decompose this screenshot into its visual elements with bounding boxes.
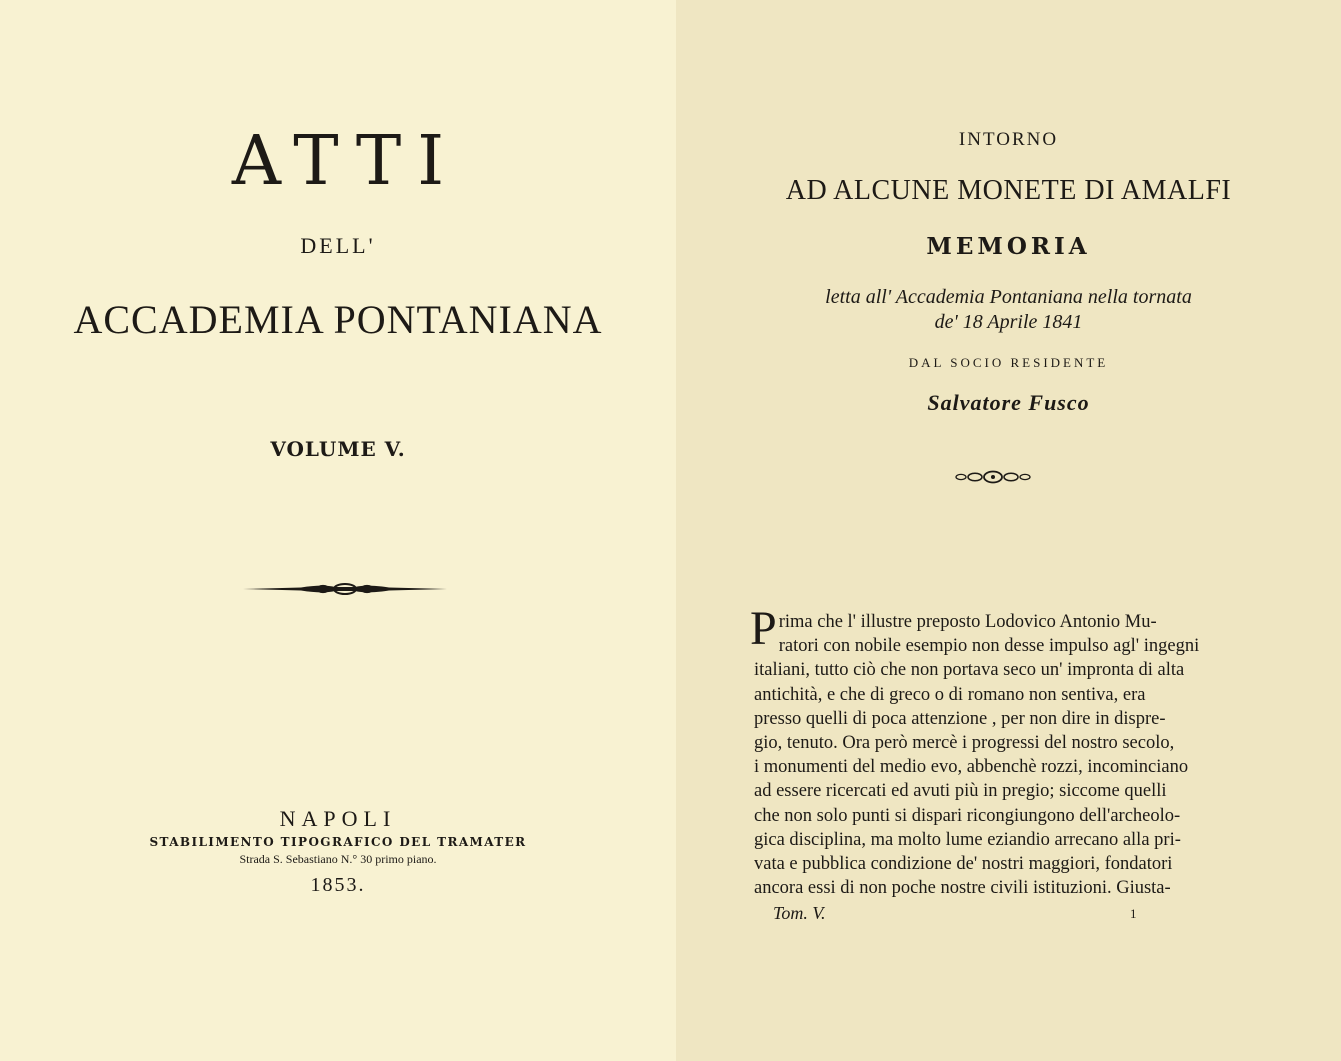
page-number: 1 <box>1130 906 1137 921</box>
body-line: i monumenti del medio evo, abbenchè rozzi, incominciano <box>754 757 1189 778</box>
article-heading-small: INTORNO <box>958 129 1059 150</box>
imprint-city: NAPOLI <box>279 806 397 831</box>
body-line: gica disciplina, ma molto lume eziandio arrecano alla pri- <box>754 829 1181 850</box>
body-text <box>750 602 1250 900</box>
author-name: Salvatore Fusco <box>927 390 1090 415</box>
member-line: DAL SOCIO RESIDENTE <box>908 355 1109 370</box>
body-line: rima che l' illustre preposto Lodovico Antonio Mu- <box>778 612 1157 632</box>
body-line: gio, tenuto. Ora però mercè i progressi del nostro secolo, <box>754 732 1175 753</box>
body-line: ad essere ricercati ed avuti più in pregio; siccome quelli <box>754 781 1167 802</box>
signature-mark: Tom. V. <box>773 903 826 923</box>
body-line: antichità, e che di greco o di romano non sentiva, era <box>754 684 1146 705</box>
memoria-label: MEMORIA <box>926 233 1091 260</box>
book-title: ATTI <box>231 122 461 201</box>
title-preposition: DELL' <box>300 233 376 258</box>
body-line: ancora essi di non poche nostre civili istituzioni. Giusta- <box>754 878 1171 899</box>
article-title: AD ALCUNE MONETE DI AMALFI <box>785 175 1232 206</box>
ornament-divider-icon <box>243 578 447 600</box>
body-line: ratori con nobile esempio non desse impulso agl' ingegni <box>778 636 1200 657</box>
reading-note-line-2: de' 18 Aprile 1841 <box>934 311 1083 333</box>
right-text-page <box>676 0 1341 1061</box>
academy-name: ACCADEMIA PONTANIANA <box>73 297 603 342</box>
body-line: che non solo punti si dispari ricongiungono dell'archeolo- <box>754 805 1181 826</box>
reading-note-line-1: letta all' Accademia Pontaniana nella tornata <box>825 286 1192 308</box>
imprint-year: 1853. <box>310 874 366 896</box>
body-line: italiani, tutto ciò che non portava seco un' impronta di alta <box>754 660 1185 681</box>
imprint-printer: STABILIMENTO TIPOGRAFICO DEL TRAMATER <box>149 835 527 849</box>
body-line: presso quelli di poca attenzione , per non dire in dispre- <box>754 708 1166 729</box>
volume-label: VOLUME V. <box>270 437 406 461</box>
drop-cap: P <box>750 602 777 655</box>
small-ornament-icon <box>955 469 1031 485</box>
imprint-address: Strada S. Sebastiano N.° 30 primo piano. <box>239 852 437 866</box>
body-line: vata e pubblica condizione de' nostri maggiori, fondatori <box>754 853 1173 874</box>
